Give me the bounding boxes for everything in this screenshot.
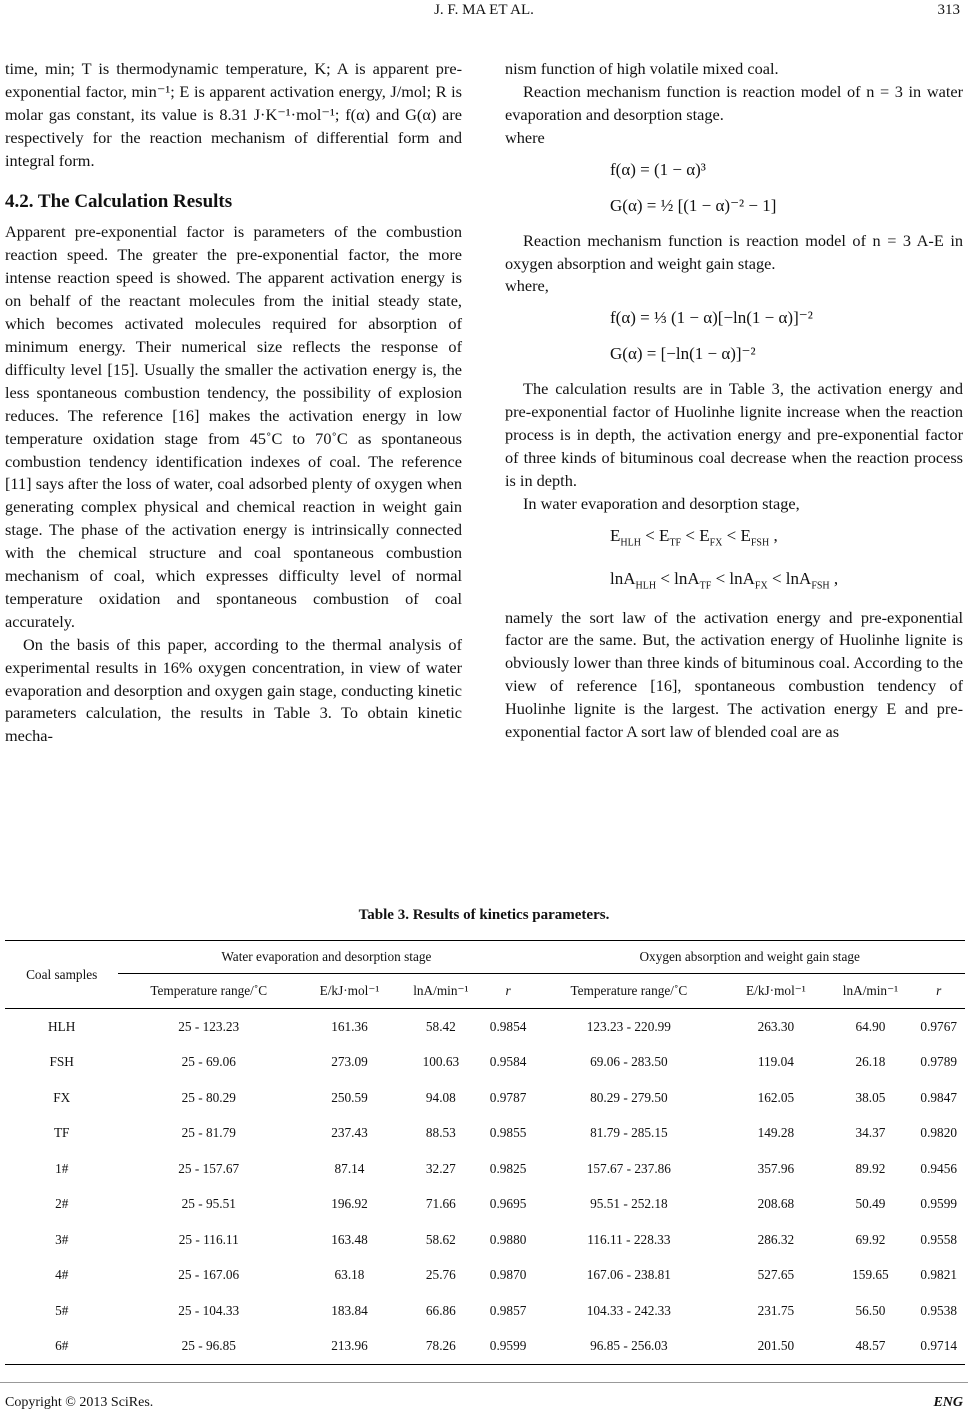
table-cell: 149.28: [757, 1125, 795, 1141]
footer-copyright: Copyright © 2013 SciRes.: [5, 1395, 154, 1410]
table-cell: 0.9789: [920, 1054, 957, 1070]
table-cell: 0.9695: [489, 1196, 527, 1212]
table-cell: 201.50: [723, 1329, 828, 1365]
paragraph-continuation: nism function of high volatile mixed coal.: [505, 59, 779, 78]
table-cell: 71.66: [425, 1196, 456, 1212]
subheader-temp-2: Temperature range/˚C: [534, 974, 723, 1009]
table-cell: 0.9456: [920, 1160, 957, 1176]
table-cell: 0.9854: [489, 1018, 527, 1034]
table-cell: 286.32: [757, 1231, 795, 1247]
subheader-e-1: E/kJ·mol⁻¹: [299, 974, 400, 1009]
table-cell: 48.57: [828, 1329, 912, 1365]
table-cell: 25 - 157.67: [178, 1160, 240, 1176]
table-cell: 0.9767: [920, 1018, 957, 1034]
table-cell: 26.18: [855, 1054, 886, 1070]
table-cell: 119.04: [757, 1054, 794, 1070]
left-column: [5, 58, 462, 748]
table-cell: 183.84: [331, 1302, 368, 1318]
table-cell: 0.9538: [920, 1302, 957, 1318]
table-cell: 231.75: [757, 1302, 795, 1318]
table-cell: 0.9847: [920, 1089, 957, 1105]
table-cell: 50.49: [855, 1196, 886, 1212]
table-cell: 80.29 - 279.50: [590, 1089, 668, 1105]
table-cell-sample: 4#: [55, 1267, 69, 1283]
table-row: [5, 1222, 965, 1258]
table-cell: 66.86: [425, 1302, 456, 1318]
footer-journal: ENG: [933, 1395, 963, 1410]
equation-f-water: f(α) = (1 − α)³: [610, 159, 706, 179]
kinetics-table: [5, 940, 965, 1365]
table-cell: 58.62: [425, 1231, 456, 1247]
header-authors: J. F. MA ET AL.: [434, 2, 534, 18]
table-cell: 250.59: [331, 1089, 368, 1105]
table-cell: 81.79 - 285.15: [590, 1125, 668, 1141]
col-header-coal-samples: Coal samples: [5, 941, 118, 1009]
table-cell: 38.05: [855, 1089, 886, 1105]
equation-g-oxygen: G(α) = [−ln(1 − α)]⁻²: [610, 344, 756, 364]
table-row: [5, 1045, 965, 1081]
section-heading: 4.2. The Calculation Results: [5, 190, 233, 212]
table-cell: 25 - 81.79: [181, 1125, 236, 1141]
table-cell: 116.11 - 228.33: [587, 1231, 671, 1247]
table-cell: 95.51 - 252.18: [590, 1196, 668, 1212]
table-cell-sample: HLH: [48, 1018, 76, 1034]
table-cell: 58.42: [425, 1018, 456, 1034]
table-cell: 157.67 - 237.86: [586, 1160, 671, 1176]
table-cell-sample: 3#: [55, 1231, 69, 1247]
right-column: [505, 58, 963, 744]
table-cell: 32.27: [425, 1160, 456, 1176]
table-cell: 161.36: [331, 1018, 368, 1034]
table-cell: 357.96: [757, 1160, 795, 1176]
table-cell: 163.48: [331, 1231, 368, 1247]
table-cell: 25 - 80.29: [181, 1089, 236, 1105]
table-cell: 0.9857: [489, 1302, 527, 1318]
table-cell: 208.68: [757, 1196, 795, 1212]
table-cell: 167.06 - 238.81: [586, 1267, 671, 1283]
table-cell: 87.14: [334, 1160, 365, 1176]
table-row: [5, 1080, 965, 1116]
page-number: 313: [937, 2, 960, 18]
table-cell-sample: 1#: [55, 1160, 69, 1176]
table-cell: 25 - 116.11: [178, 1231, 239, 1247]
table-cell-sample: TF: [53, 1125, 70, 1141]
table-cell: 0.9714: [912, 1329, 965, 1365]
table-cell: 159.65: [852, 1267, 889, 1283]
table-row: [5, 1329, 965, 1365]
table-cell: 69.06 - 283.50: [590, 1054, 668, 1070]
table-cell: 0.9855: [489, 1125, 527, 1141]
table-cell: 196.92: [331, 1196, 368, 1212]
table-cell: 94.08: [425, 1089, 456, 1105]
paragraph-model-water: Reaction mechanism function is reaction model of n = 3 in water evaporation and desorption stage.: [505, 81, 963, 124]
table-row: [5, 1009, 965, 1045]
subheader-lna-2: lnA/min⁻¹: [828, 974, 912, 1009]
table-cell: 25 - 69.06: [181, 1054, 236, 1070]
subheader-temp-1: Temperature range/˚C: [118, 974, 299, 1009]
col-header-water-stage: Water evaporation and desorption stage: [118, 941, 534, 974]
table-row: [5, 1116, 965, 1152]
table-cell: 25 - 96.85: [118, 1329, 299, 1365]
table-cell: 0.9820: [920, 1125, 957, 1141]
table-cell: 213.96: [299, 1329, 400, 1365]
table-cell: 0.9599: [482, 1329, 535, 1365]
table-row: [5, 1187, 965, 1223]
table-cell: 64.90: [855, 1018, 886, 1034]
table-cell: 25 - 104.33: [178, 1302, 240, 1318]
paragraph-activation-energy: Apparent pre-exponential factor is parameters of the combustion reaction speed. The greater the pre-exponential factor, the more intense reaction speed is showed. The apparent activation energy is on behalf of the reactant molecules from the initial steady state, which becomes activated molecules required for absorption of minimum energy. Their numerical size reflects the response of difficulty level [15]. Usually the smaller the activation energy is, the less spontaneous combustion tendency, the possibility of explosion reduces. The reference [16] makes the activation energy in low temperature oxidation stage from 45˚C to 70˚C as spontaneous combustion tendency identification indexes of coal. The reference [11] says after the loss of water, coal adsorbed plenty of oxygen when generating complex physical and chemical reaction in weight gain stage. The phase of the activation energy is intrinsically connected with the chemical structure and coal spontaneous combustion mechanism of coal, which expresses difficulty level of normal temperature oxidation and spontaneous combustion of coal accurately.: [5, 222, 462, 631]
table-cell-sample: FSH: [49, 1054, 74, 1070]
table-cell: 263.30: [757, 1018, 795, 1034]
table-cell-sample: FX: [53, 1089, 71, 1105]
table-cell: 78.26: [400, 1329, 482, 1365]
table-row: [5, 1151, 965, 1187]
subheader-r-2: r: [912, 974, 965, 1009]
page-footer: [0, 1382, 968, 1415]
table-cell: 273.09: [331, 1054, 368, 1070]
paragraph-sort-law: namely the sort law of the activation energy and pre-exponential factor are the same. But, the activation energy of Huolinhe lignite is obviously lower than three kinds of bituminous coal. According to the view of reference [16], spontaneous combustion tendency of Huolinhe lignite is the largest. The activation energy E and pre-exponential factor A sort law of blended coal are as: [505, 607, 963, 742]
table-cell: 0.9558: [920, 1231, 957, 1247]
table-cell: 25 - 95.51: [181, 1196, 236, 1212]
subheader-r-1: r: [482, 974, 535, 1009]
where-label-2: where,: [505, 276, 549, 296]
table-cell: 162.05: [757, 1089, 795, 1105]
table-cell: 0.9787: [489, 1089, 527, 1105]
table-cell: 89.92: [855, 1160, 886, 1176]
table-cell: 0.9821: [920, 1267, 957, 1283]
inequality-activation-energy: $E_{HLH} < E_{TF} < E_{FX} < E_{FSH}$ ,: [610, 525, 778, 549]
subheader-e-2: E/kJ·mol⁻¹: [723, 974, 828, 1009]
table-cell: 25.76: [425, 1267, 456, 1283]
table-cell: 100.63: [422, 1054, 460, 1070]
paragraph-thermal-analysis: On the basis of this paper, according to the thermal analysis of experimental results in 16% oxygen concentration, in view of water evaporation and desorption and oxygen gain stage, conducting kinetic parameters calculation, the results in Table 3. To obtain kinetic mecha-: [5, 634, 462, 746]
table-cell: 63.18: [334, 1267, 365, 1283]
paragraph-results: The calculation results are in Table 3, the activation energy and pre-exponential factor of Huolinhe lignite increase when the reaction process is in depth, the activation energy and pre-exponential factor of three kinds of bituminous coal decrease when the reaction process is in depth.: [505, 379, 963, 490]
table-cell: 69.92: [855, 1231, 886, 1247]
table-cell: 0.9599: [920, 1196, 957, 1212]
table-cell: 0.9584: [489, 1054, 527, 1070]
paragraph-water-stage: In water evaporation and desorption stage,: [523, 493, 800, 513]
table-cell: 96.85 - 256.03: [534, 1329, 723, 1365]
table-cell: 88.53: [425, 1125, 456, 1141]
table-cell: 123.23 - 220.99: [586, 1018, 671, 1034]
paragraph-model-oxygen: Reaction mechanism function is reaction model of n = 3 A-E in oxygen absorption and weight gain stage.: [505, 230, 963, 273]
paragraph-symbols: time, min; T is thermodynamic temperature, K; A is apparent pre-exponential factor, min⁻¹; E is apparent activation energy, J/mol; R is molar gas constant, its value is 8.31 J·K⁻¹·mol⁻¹; f(α) and G(α) are respectively for the reaction mechanism of differential form and integral form.: [5, 59, 462, 170]
subheader-lna-1: lnA/min⁻¹: [400, 974, 482, 1009]
inequality-preexponential: lnA$_{HLH}$ < lnA$_{TF}$ < lnA$_{FX}$ < lnA$_{FSH}$ ,: [610, 569, 839, 592]
running-header: [0, 0, 968, 24]
table-title: Table 3. Results of kinetics parameters.: [358, 907, 610, 923]
table-row: [5, 1258, 965, 1294]
table-cell: 0.9880: [489, 1231, 527, 1247]
col-header-oxygen-stage: Oxygen absorption and weight gain stage: [534, 941, 965, 974]
table-cell: 237.43: [331, 1125, 368, 1141]
table-cell: 25 - 123.23: [178, 1018, 240, 1034]
table-cell: 25 - 167.06: [178, 1267, 240, 1283]
equation-g-water: G(α) = ½ [(1 − α)⁻² − 1]: [610, 195, 777, 215]
table-cell-sample: 6#: [5, 1329, 118, 1365]
where-label-1: where: [505, 127, 545, 147]
table-cell-sample: 2#: [55, 1196, 69, 1212]
table-cell-sample: 5#: [55, 1302, 69, 1318]
table-cell: 0.9870: [489, 1267, 527, 1283]
table-cell: 0.9825: [489, 1160, 527, 1176]
equation-f-oxygen: f(α) = ⅓ (1 − α)[−ln(1 − α)]⁻²: [610, 308, 813, 328]
table-cell: 56.50: [855, 1302, 886, 1318]
table-row: [5, 1293, 965, 1329]
table-cell: 527.65: [757, 1267, 795, 1283]
table-cell: 104.33 - 242.33: [586, 1302, 671, 1318]
table-cell: 34.37: [855, 1125, 886, 1141]
